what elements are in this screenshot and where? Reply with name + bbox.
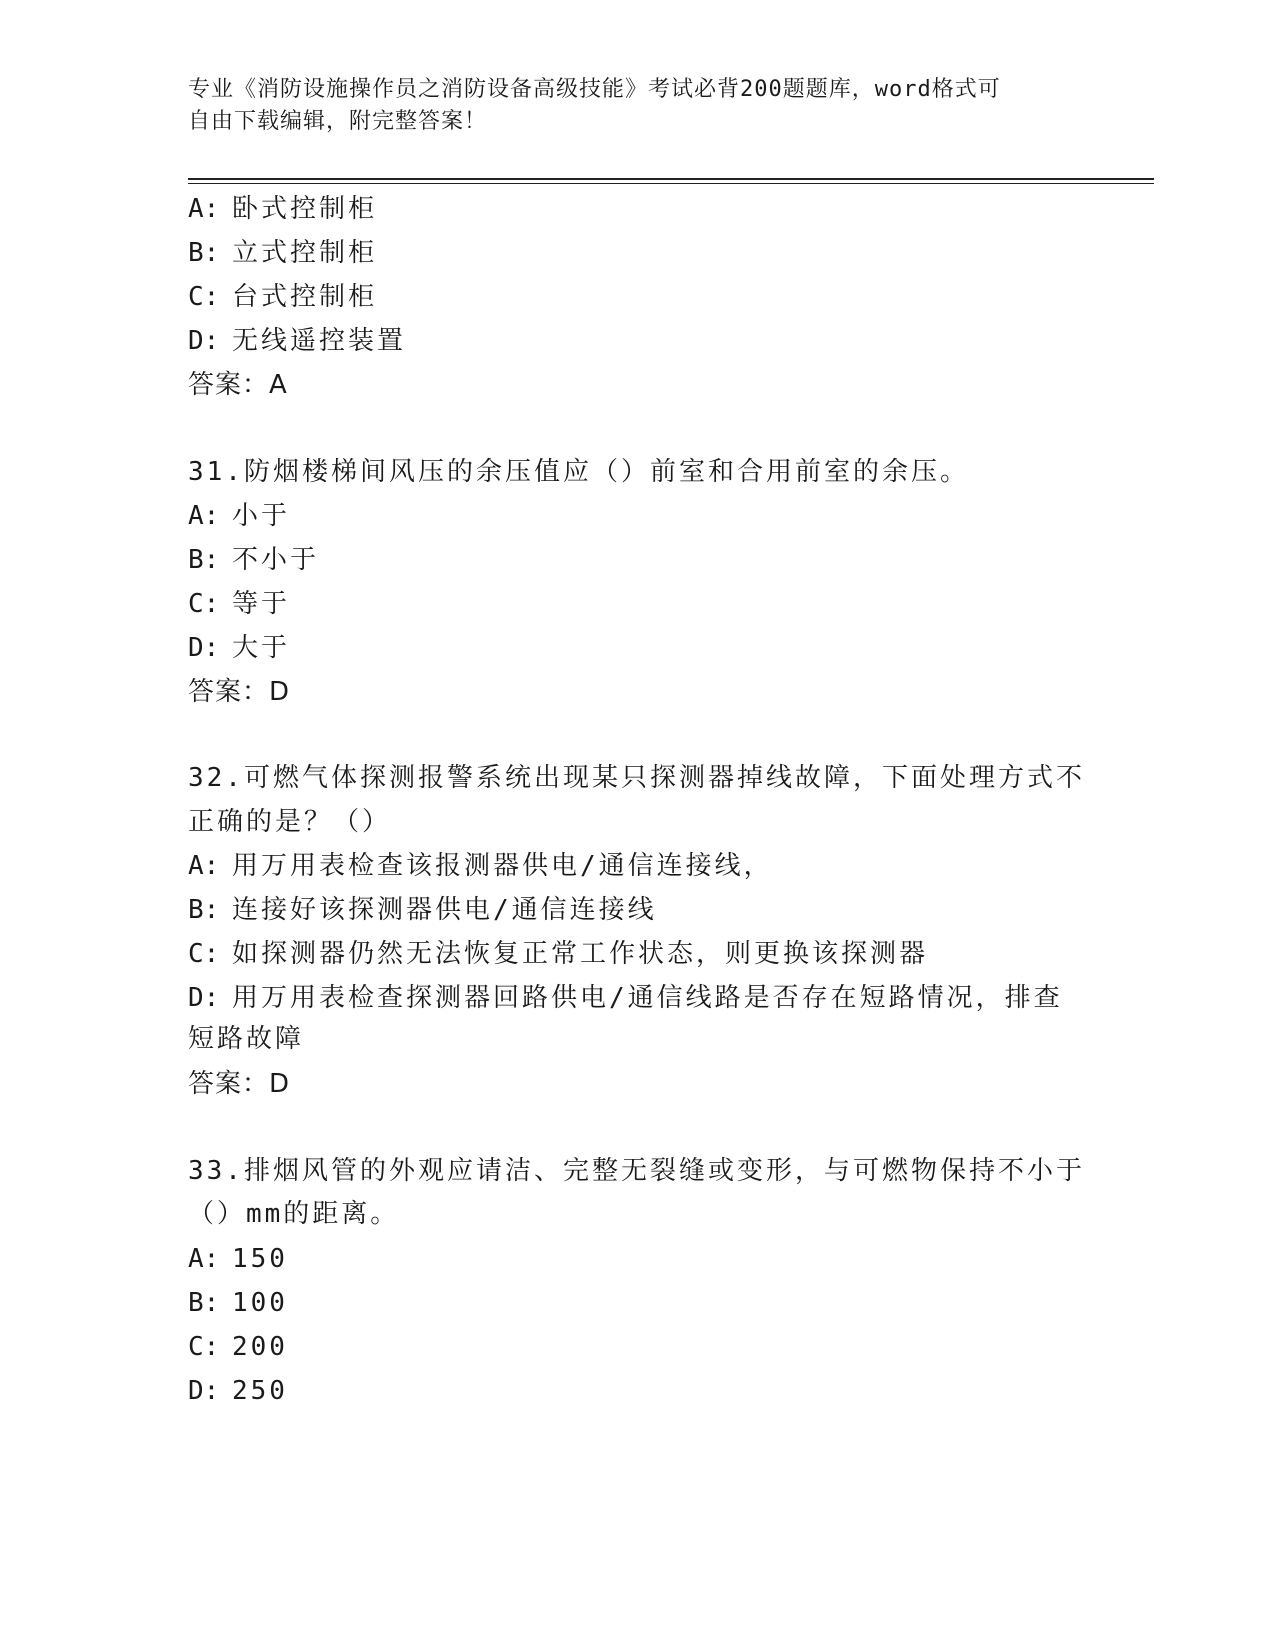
- q31-option-c: [188, 587, 290, 621]
- option-label: D:: [188, 983, 220, 1013]
- q32-answer: 答案：D: [188, 1069, 291, 1099]
- q33-option-c: [188, 1330, 288, 1364]
- option-text: 200: [232, 1332, 288, 1362]
- q30-option-b: [188, 236, 377, 270]
- header-line-2: 自由下载编辑，附完整答案！: [188, 109, 488, 134]
- q33-option-d: [188, 1374, 288, 1408]
- option-text: 连接好该探测器供电/通信连接线: [232, 895, 657, 925]
- q31-answer: 答案：D: [188, 677, 291, 707]
- header-divider-thin: [188, 183, 1154, 184]
- q32-stem-line-1: 32.可燃气体探测报警系统出现某只探测器掉线故障，下面处理方式不: [188, 763, 1085, 793]
- option-text: 大于: [232, 633, 291, 663]
- option-label: B:: [188, 238, 220, 268]
- option-text: 250: [232, 1376, 288, 1406]
- option-text: 如探测器仍然无法恢复正常工作状态，则更换该探测器: [232, 939, 929, 969]
- option-label: D:: [188, 633, 220, 663]
- option-label: A:: [188, 501, 220, 531]
- q31-stem: 31.防烟楼梯间风压的余压值应（）前室和合用前室的余压。: [188, 457, 969, 487]
- q32-stem-line-2: 正确的是？（）: [188, 807, 392, 837]
- option-label: C:: [188, 589, 220, 619]
- q33-stem-line-1: 33.排烟风管的外观应请洁、完整无裂缝或变形，与可燃物保持不小于: [188, 1156, 1085, 1186]
- option-label: A:: [188, 1244, 220, 1274]
- option-label: B:: [188, 895, 220, 925]
- option-label: A:: [188, 194, 220, 224]
- option-label: A:: [188, 851, 220, 881]
- option-text: 立式控制柜: [232, 238, 378, 268]
- option-text: 无线遥控装置: [232, 326, 407, 356]
- q30-answer: 答案：A: [188, 370, 288, 400]
- q32-option-c: [188, 937, 928, 971]
- q30-option-c: [188, 280, 377, 314]
- q33-option-a: [188, 1242, 288, 1276]
- option-label: D:: [188, 326, 220, 356]
- option-text: 等于: [232, 589, 291, 619]
- option-label: B:: [188, 1288, 220, 1318]
- option-text: 卧式控制柜: [232, 194, 378, 224]
- option-label: B:: [188, 545, 220, 575]
- option-label: D:: [188, 1376, 220, 1406]
- q32-option-b: [188, 893, 657, 927]
- option-text: 用万用表检查探测器回路供电/通信线路是否存在短路情况，排查: [232, 983, 1063, 1013]
- q30-option-d: [188, 324, 406, 358]
- q31-option-a: [188, 499, 290, 533]
- option-text: 台式控制柜: [232, 282, 378, 312]
- option-label: C:: [188, 1332, 220, 1362]
- q32-option-a: [188, 849, 773, 883]
- q32-option-d: [188, 981, 1063, 1015]
- q31-option-d: [188, 631, 290, 665]
- q33-option-b: [188, 1286, 288, 1320]
- header-line-1: 专业《消防设施操作员之消防设备高级技能》考试必背200题题库，word格式可: [188, 77, 1001, 102]
- option-text: 100: [232, 1288, 288, 1318]
- option-label: C:: [188, 282, 220, 312]
- option-text: 不小于: [232, 545, 320, 575]
- q32-option-d-continued: 短路故障: [188, 1024, 305, 1054]
- option-label: C:: [188, 939, 220, 969]
- q33-stem-line-2: （）mm的距离。: [188, 1199, 400, 1229]
- q30-option-a: [188, 192, 377, 226]
- document-header: [188, 74, 1088, 138]
- option-text: 150: [232, 1244, 288, 1274]
- header-divider-thick: [188, 178, 1154, 180]
- option-text: 用万用表检查该报测器供电/通信连接线，: [232, 851, 773, 881]
- option-text: 小于: [232, 501, 291, 531]
- q31-option-b: [188, 543, 319, 577]
